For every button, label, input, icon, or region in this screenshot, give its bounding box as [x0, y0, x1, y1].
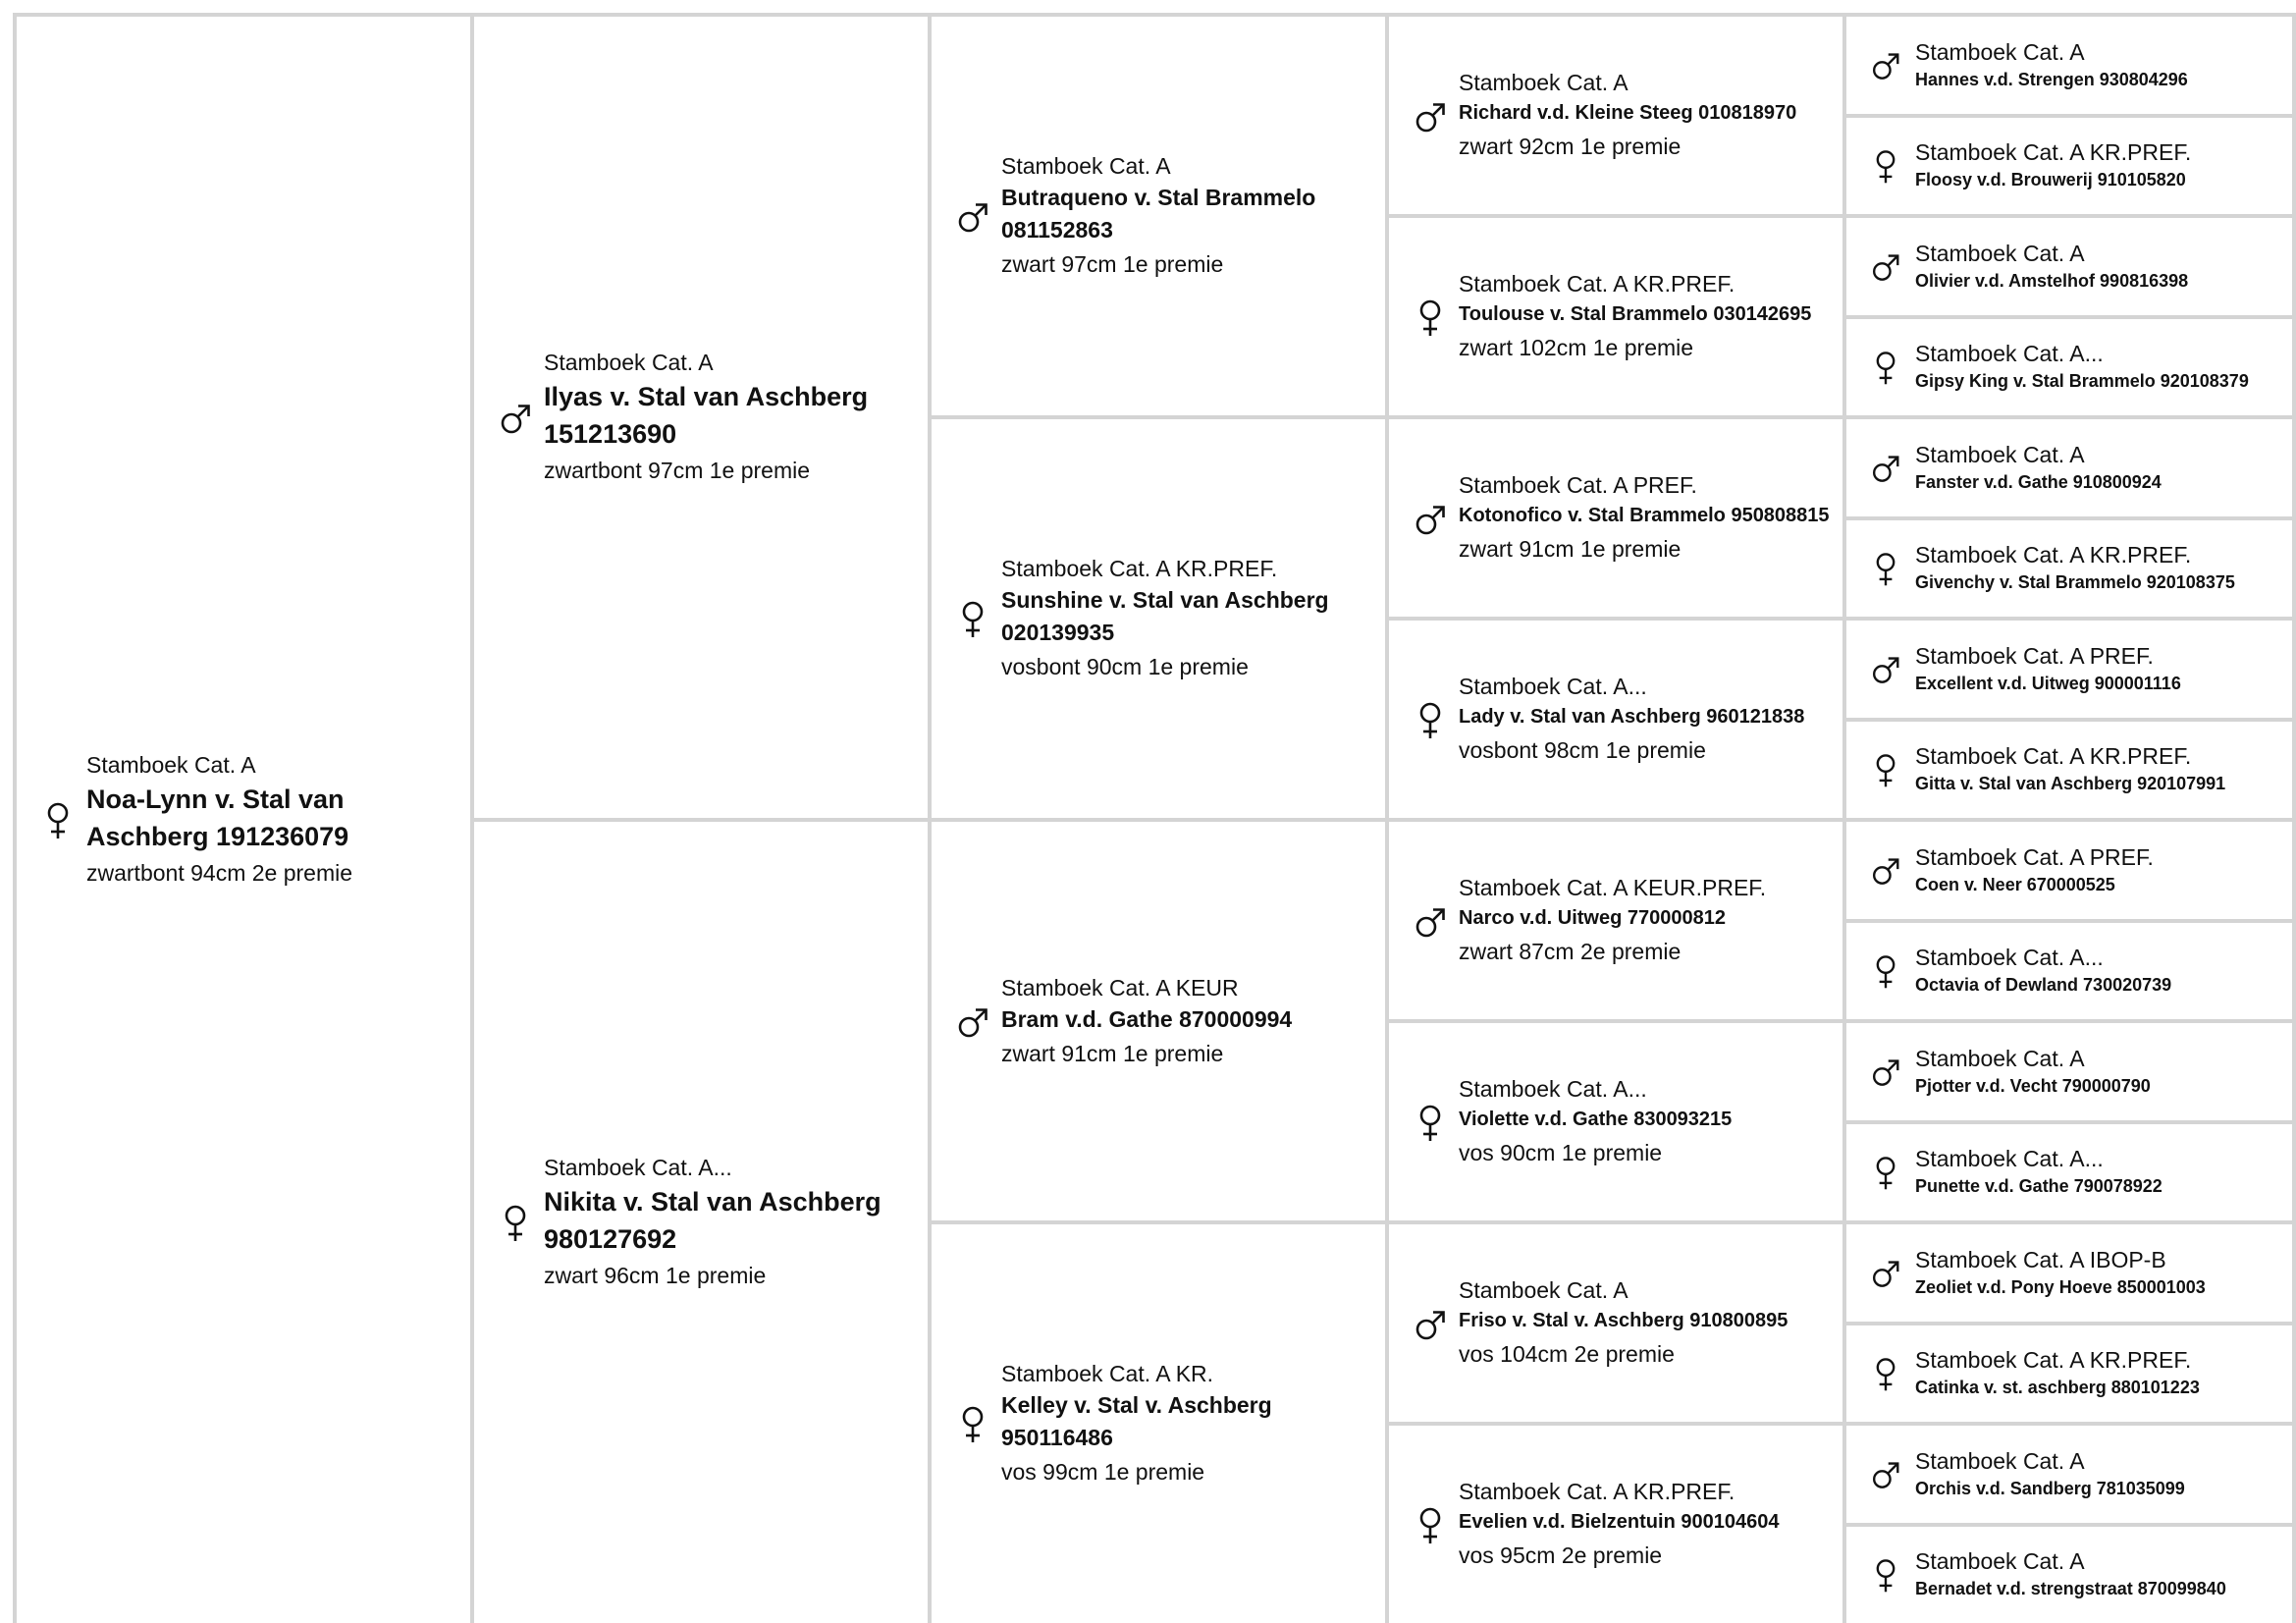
animal-description: zwart 92cm 1e premie	[1459, 134, 1682, 159]
male-symbol-icon	[1858, 649, 1912, 688]
animal-description: zwartbont 94cm 2e premie	[86, 860, 353, 886]
animal-name[interactable]: Octavia of Dewland 730020739	[1915, 975, 2172, 996]
animal-info	[1459, 67, 1842, 164]
animal-info	[1915, 1144, 2292, 1200]
animal-description: vos 90cm 1e premie	[1459, 1140, 1663, 1165]
animal-info	[86, 749, 470, 891]
pedigree-cell-gen4-row1[interactable]	[1385, 13, 1842, 214]
pedigree-cell-gen3-row5[interactable]	[928, 415, 1385, 818]
pedigree-cell-gen4-row15[interactable]	[1385, 1422, 1842, 1623]
animal-info	[1459, 1476, 1842, 1573]
pedigree-cell-gen5-row15[interactable]	[1842, 1422, 2296, 1523]
female-symbol-icon	[30, 798, 84, 841]
pedigree-cell-gen5-row6[interactable]	[1842, 516, 2296, 618]
male-symbol-icon	[945, 1000, 999, 1043]
animal-info	[1459, 1274, 1842, 1372]
animal-name[interactable]: Lady v. Stal van Aschberg 960121838	[1459, 706, 1805, 728]
animal-info	[1915, 137, 2292, 193]
pedigree-cell-gen4-row3[interactable]	[1385, 214, 1842, 415]
animal-info	[1915, 1446, 2292, 1502]
pedigree-cell-gen5-row14[interactable]	[1842, 1322, 2296, 1423]
animal-info	[1915, 641, 2292, 697]
animal-info	[1915, 842, 2292, 898]
studbook-status: Stamboek Cat. A...	[1459, 1076, 1647, 1102]
animal-info	[1915, 440, 2292, 496]
animal-name[interactable]: Kotonofico v. Stal Brammelo 950808815	[1459, 505, 1830, 526]
pedigree-cell-gen4-row5[interactable]	[1385, 415, 1842, 617]
pedigree-cell-gen5-row5[interactable]	[1842, 415, 2296, 516]
animal-name[interactable]: Noa-Lynn v. Stal van Aschberg 191236079	[86, 784, 349, 851]
female-symbol-icon	[1858, 1153, 1912, 1192]
studbook-status: Stamboek Cat. A	[1001, 153, 1171, 179]
pedigree-chart	[13, 13, 2296, 1623]
studbook-status: Stamboek Cat. A	[1915, 1548, 2085, 1575]
animal-name[interactable]: Gitta v. Stal van Aschberg 920107991	[1915, 774, 2226, 794]
animal-info	[1001, 1358, 1385, 1489]
animal-description: vos 99cm 1e premie	[1001, 1459, 1205, 1485]
studbook-status: Stamboek Cat. A...	[1915, 945, 2104, 971]
female-symbol-icon	[945, 597, 999, 640]
animal-name[interactable]: Coen v. Neer 670000525	[1915, 874, 2115, 894]
male-symbol-icon	[945, 194, 999, 238]
animal-name[interactable]: Nikita v. Stal van Aschberg 980127692	[544, 1187, 881, 1254]
female-symbol-icon	[945, 1402, 999, 1445]
studbook-status: Stamboek Cat. A	[1459, 1277, 1629, 1303]
animal-info	[1459, 469, 1842, 567]
female-symbol-icon	[1858, 146, 1912, 186]
pedigree-cell-gen5-row7[interactable]	[1842, 617, 2296, 718]
animal-description: zwart 87cm 2e premie	[1459, 939, 1682, 964]
animal-info	[1915, 741, 2292, 797]
animal-info	[1915, 1245, 2292, 1301]
female-symbol-icon	[1403, 1503, 1457, 1546]
animal-name[interactable]: Punette v.d. Gathe 790078922	[1915, 1176, 2163, 1197]
male-symbol-icon	[1858, 1454, 1912, 1493]
animal-name[interactable]: Kelley v. Stal v. Aschberg 950116486	[1001, 1392, 1272, 1450]
animal-name[interactable]: Violette v.d. Gathe 830093215	[1459, 1109, 1733, 1130]
animal-description: zwartbont 97cm 1e premie	[544, 458, 811, 483]
pedigree-cell-gen5-row4[interactable]	[1842, 315, 2296, 416]
animal-name[interactable]: Catinka v. st. aschberg 880101223	[1915, 1378, 2200, 1398]
studbook-status: Stamboek Cat. A KEUR	[1001, 974, 1239, 1001]
animal-description: zwart 97cm 1e premie	[1001, 251, 1224, 277]
pedigree-cell-gen4-row11[interactable]	[1385, 1019, 1842, 1220]
pedigree-cell-gen5-row3[interactable]	[1842, 214, 2296, 315]
male-symbol-icon	[1858, 45, 1912, 84]
studbook-status: Stamboek Cat. A PREF.	[1459, 472, 1697, 498]
male-symbol-icon	[1858, 1253, 1912, 1292]
pedigree-cell-gen5-row11[interactable]	[1842, 1019, 2296, 1120]
animal-info	[544, 1152, 928, 1293]
animal-name[interactable]: Toulouse v. Stal Brammelo 030142695	[1459, 303, 1812, 325]
studbook-status: Stamboek Cat. A KR.PREF.	[1001, 556, 1278, 581]
animal-info	[1459, 268, 1842, 365]
male-symbol-icon	[1858, 246, 1912, 286]
animal-info	[1915, 339, 2292, 395]
pedigree-cell-gen2-row1[interactable]	[470, 13, 928, 818]
studbook-status: Stamboek Cat. A KR.PREF.	[1915, 743, 2192, 770]
animal-description: zwart 91cm 1e premie	[1459, 536, 1682, 562]
animal-info	[1915, 943, 2292, 999]
animal-info	[544, 347, 928, 488]
female-symbol-icon	[1403, 698, 1457, 741]
pedigree-cell-gen4-row13[interactable]	[1385, 1220, 1842, 1422]
pedigree-cell-gen5-row13[interactable]	[1842, 1220, 2296, 1322]
female-symbol-icon	[1858, 549, 1912, 588]
animal-info	[1001, 553, 1385, 684]
animal-name[interactable]: Bram v.d. Gathe 870000994	[1001, 1005, 1293, 1032]
female-symbol-icon	[1858, 1354, 1912, 1393]
animal-description: zwart 91cm 1e premie	[1001, 1040, 1224, 1066]
studbook-status: Stamboek Cat. A KR.PREF.	[1459, 271, 1735, 297]
studbook-status: Stamboek Cat. A...	[1915, 1146, 2104, 1172]
animal-name[interactable]: Ilyas v. Stal van Aschberg 151213690	[544, 382, 869, 449]
animal-info	[1915, 1345, 2292, 1401]
male-symbol-icon	[1858, 1052, 1912, 1091]
animal-description: vos 104cm 2e premie	[1459, 1341, 1675, 1367]
studbook-status: Stamboek Cat. A...	[1915, 341, 2104, 367]
animal-info	[1459, 872, 1842, 969]
animal-name[interactable]: Floosy v.d. Brouwerij 910105820	[1915, 170, 2186, 190]
studbook-status: Stamboek Cat. A KR.PREF.	[1459, 1479, 1735, 1504]
studbook-status: Stamboek Cat. A	[1915, 1447, 2085, 1474]
pedigree-cell-gen4-row7[interactable]	[1385, 617, 1842, 818]
studbook-status: Stamboek Cat. A	[1915, 240, 2085, 266]
pedigree-cell-gen3-row13[interactable]	[928, 1220, 1385, 1623]
animal-description: zwart 96cm 1e premie	[544, 1263, 767, 1288]
pedigree-cell-gen2-row9[interactable]	[470, 818, 928, 1623]
pedigree-cell-gen5-row16[interactable]	[1842, 1523, 2296, 1623]
female-symbol-icon	[1403, 296, 1457, 339]
female-symbol-icon	[1858, 750, 1912, 789]
female-symbol-icon	[1858, 348, 1912, 387]
pedigree-cell-gen4-row9[interactable]	[1385, 818, 1842, 1019]
studbook-status: Stamboek Cat. A KR.PREF.	[1915, 1347, 2192, 1374]
animal-name[interactable]: Orchis v.d. Sandberg 781035099	[1915, 1478, 2185, 1498]
animal-name[interactable]: Olivier v.d. Amstelhof 990816398	[1915, 270, 2189, 291]
female-symbol-icon	[1858, 1555, 1912, 1595]
animal-description: zwart 102cm 1e premie	[1459, 335, 1694, 360]
pedigree-cell-gen5-row1[interactable]	[1842, 13, 2296, 114]
pedigree-cell-gen5-row8[interactable]	[1842, 718, 2296, 819]
animal-name[interactable]: Sunshine v. Stal van Aschberg 020139935	[1001, 587, 1329, 645]
male-symbol-icon	[1858, 850, 1912, 890]
animal-name[interactable]: Narco v.d. Uitweg 770000812	[1459, 907, 1726, 929]
male-symbol-icon	[1403, 497, 1457, 540]
pedigree-cell-gen3-row1[interactable]	[928, 13, 1385, 415]
animal-description: vosbont 90cm 1e premie	[1001, 654, 1249, 679]
studbook-status: Stamboek Cat. A	[1915, 1045, 2085, 1071]
animal-info	[1459, 1073, 1842, 1170]
male-symbol-icon	[1403, 94, 1457, 137]
animal-name[interactable]: Butraqueno v. Stal Brammelo 081152863	[1001, 185, 1316, 243]
female-symbol-icon	[1403, 1101, 1457, 1144]
studbook-status: Stamboek Cat. A	[1459, 70, 1629, 95]
animal-name[interactable]: Evelien v.d. Bielzentuin 900104604	[1459, 1511, 1780, 1533]
pedigree-cell-gen5-row12[interactable]	[1842, 1120, 2296, 1221]
animal-name[interactable]: Friso v. Stal v. Aschberg 910800895	[1459, 1310, 1789, 1331]
animal-info	[1001, 972, 1385, 1071]
pedigree-cell-gen1-row1[interactable]	[13, 13, 470, 1623]
studbook-status: Stamboek Cat. A	[1915, 38, 2085, 65]
studbook-status: Stamboek Cat. A PREF.	[1915, 642, 2154, 669]
studbook-status: Stamboek Cat. A	[544, 350, 714, 375]
animal-name[interactable]: Fanster v.d. Gathe 910800924	[1915, 471, 2162, 492]
pedigree-cell-gen3-row9[interactable]	[928, 818, 1385, 1220]
animal-info	[1915, 540, 2292, 596]
female-symbol-icon	[488, 1201, 542, 1244]
pedigree-cell-gen5-row9[interactable]	[1842, 818, 2296, 919]
animal-description: vosbont 98cm 1e premie	[1459, 737, 1706, 763]
studbook-status: Stamboek Cat. A KEUR.PREF.	[1459, 875, 1767, 900]
animal-info	[1001, 150, 1385, 282]
studbook-status: Stamboek Cat. A KR.	[1001, 1361, 1214, 1386]
studbook-status: Stamboek Cat. A IBOP-B	[1915, 1246, 2166, 1272]
animal-name[interactable]: Givenchy v. Stal Brammelo 920108375	[1915, 572, 2235, 593]
animal-info	[1459, 671, 1842, 768]
animal-info	[1915, 37, 2292, 93]
male-symbol-icon	[1403, 899, 1457, 943]
animal-info	[1915, 1044, 2292, 1100]
animal-name[interactable]: Gipsy King v. Stal Brammelo 920108379	[1915, 371, 2249, 392]
male-symbol-icon	[1403, 1302, 1457, 1345]
animal-name[interactable]: Richard v.d. Kleine Steeg 010818970	[1459, 102, 1797, 124]
animal-name[interactable]: Pjotter v.d. Vecht 790000790	[1915, 1075, 2151, 1096]
pedigree-cell-gen5-row10[interactable]	[1842, 919, 2296, 1020]
animal-info	[1915, 1546, 2292, 1602]
studbook-status: Stamboek Cat. A KR.PREF.	[1915, 139, 2192, 166]
animal-name[interactable]: Bernadet v.d. strengstraat 870099840	[1915, 1579, 2226, 1599]
studbook-status: Stamboek Cat. A	[86, 752, 256, 778]
male-symbol-icon	[488, 396, 542, 439]
animal-name[interactable]: Hannes v.d. Strengen 930804296	[1915, 69, 2188, 89]
animal-name[interactable]: Excellent v.d. Uitweg 900001116	[1915, 673, 2181, 693]
animal-info	[1915, 239, 2292, 295]
animal-name[interactable]: Zeoliet v.d. Pony Hoeve 850001003	[1915, 1276, 2206, 1297]
studbook-status: Stamboek Cat. A...	[1459, 674, 1647, 699]
studbook-status: Stamboek Cat. A KR.PREF.	[1915, 542, 2192, 568]
female-symbol-icon	[1858, 951, 1912, 991]
pedigree-cell-gen5-row2[interactable]	[1842, 114, 2296, 215]
studbook-status: Stamboek Cat. A PREF.	[1915, 843, 2154, 870]
studbook-status: Stamboek Cat. A...	[544, 1155, 732, 1180]
animal-description: vos 95cm 2e premie	[1459, 1542, 1663, 1568]
studbook-status: Stamboek Cat. A	[1915, 441, 2085, 467]
male-symbol-icon	[1858, 448, 1912, 487]
